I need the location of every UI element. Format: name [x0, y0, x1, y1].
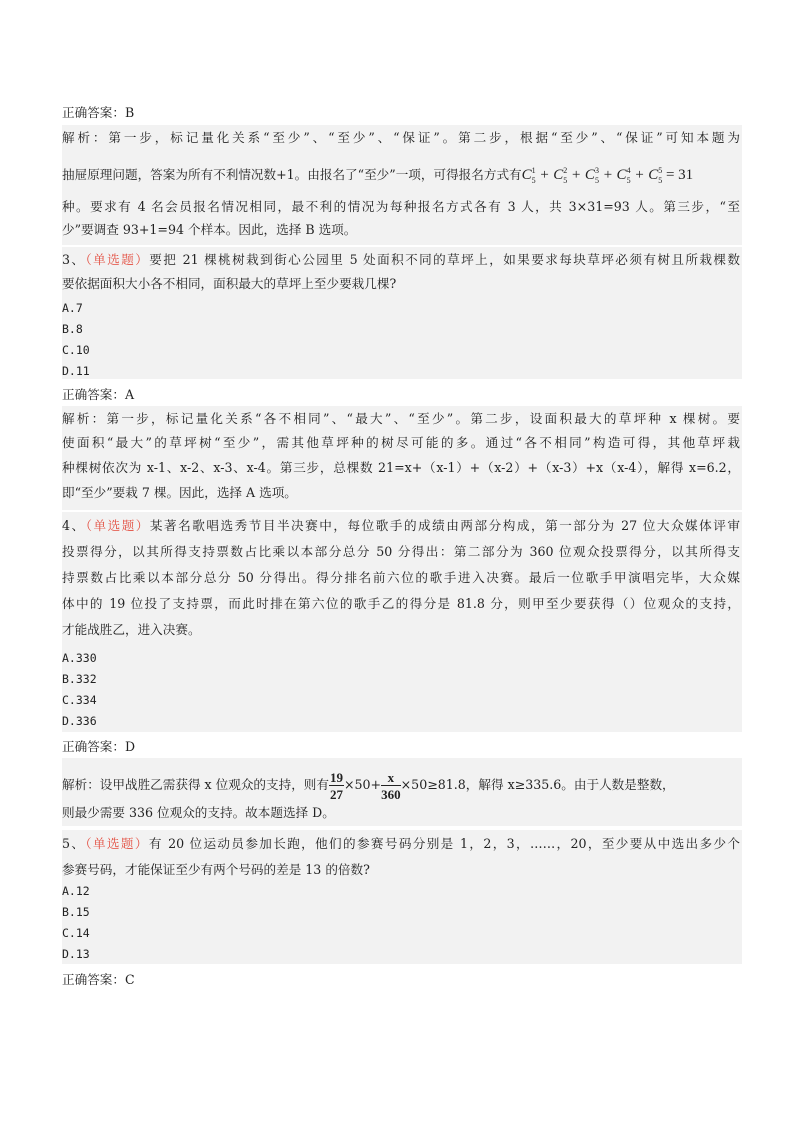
q3-analysis-line: 使面积“最大”的草坪树“至少”，需其他草坪种的树尽可能的多。通过“各不相同”构造可得，其他草坪栽: [62, 435, 740, 450]
q4-stem-line: 才能战胜乙，进入决赛。: [62, 622, 201, 637]
q4-analysis-text: 解析：设甲战胜乙需获得 x 位观众的支持，则有: [62, 777, 329, 792]
fraction-denominator: 27: [329, 786, 343, 802]
q3-type-tag: （单选题）: [85, 252, 150, 267]
q4-stem-line: 投票得分，以其所得支持票数占比乘以本部分总分 50 分得出：第二部分为 360 位观众投票得分，以其所得支: [62, 544, 740, 559]
q4-type-tag: （单选题）: [85, 518, 150, 533]
q3-option-a: A.7: [62, 301, 83, 315]
q4-analysis-text: ×50+: [343, 777, 382, 792]
q5-stem-line: [62, 833, 740, 855]
q3-stem-text: 要把 21 棵桃树栽到街心公园里 5 处面积不同的草坪上，如果要求每块草坪必须有树且所栽棵数: [149, 252, 740, 267]
q4-option-d: D.336: [62, 714, 97, 728]
q5-stem-line: 参赛号码，才能保证至少有两个号码的差是 13 的倍数?: [62, 862, 370, 877]
fraction-numerator: 19: [329, 769, 343, 785]
q3-stem-line: 要依据面积大小各不相同，面积最大的草坪上至少要栽几棵?: [62, 276, 397, 291]
q4-answer: 正确答案：D: [62, 739, 136, 754]
q4-analysis-text: ×50≥81.8，解得 x≥335.6。由于人数是整数，: [400, 777, 675, 792]
q4-stem-line: 体中的 19 位投了支持票，而此时排在第六位的歌手乙的得分是 81.8 分，则甲至少要获得（）位观众的支持，: [62, 596, 740, 611]
q5-option-c: C.14: [62, 926, 90, 940]
q4-option-c: C.334: [62, 693, 97, 707]
q2-analysis-line: 种。要求有 4 名会员报名情况相同，最不利的情况为每种报名方式各有 3 人，共 3×31=93 人。第三步，“至: [62, 199, 740, 214]
fraction-denominator: 360: [381, 786, 401, 802]
q2-analysis-text: 抽屉原理问题，答案为所有不利情况数+1。由报名了“至少”一项，可得报名方式有: [62, 167, 522, 182]
q3-option-c: C.10: [62, 343, 90, 357]
q5-answer: 正确答案：C: [62, 972, 135, 987]
q2-analysis-line: 少”要调查 93+1=94 个样本。因此，选择 B 选项。: [62, 222, 357, 237]
q4-stem-text: 某著名歌唱选秀节目半决赛中，每位歌手的成绩由两部分构成，第一部分为 27 位大众媒体评审: [149, 518, 740, 533]
q5-number: 5、: [62, 836, 86, 851]
fraction-numerator: x: [381, 771, 401, 786]
q4-analysis-line: 则最少需要 336 位观众的支持。故本题选择 D。: [62, 805, 335, 820]
fraction-x-360: [381, 771, 401, 801]
q2-analysis-line: 解析：第一步，标记量化关系“至少”、“至少”、“保证”。第二步，根据“至少”、“保证”可知本题为: [62, 130, 740, 145]
q4-stem-line: 持票数占比乘以本部分总分 50 分得出。得分排名前六位的歌手进入决赛。最后一位歌手甲演唱完毕，大众媒: [62, 570, 740, 585]
q3-answer: 正确答案：A: [62, 387, 135, 402]
q5-option-b: B.15: [62, 905, 90, 919]
q3-option-d: D.11: [62, 364, 90, 378]
q3-analysis-line: 即“至少”要栽 7 棵。因此，选择 A 选项。: [62, 485, 297, 500]
q4-number: 4、: [62, 518, 86, 533]
formula-result: = 31: [665, 167, 694, 183]
q3-number: 3、: [62, 252, 86, 267]
q4-stem-line: [62, 515, 740, 537]
combination-formula: $C^1_5 + C^2_5 + C^3_5 + C^4_5 + C^5_5 = 31$: [521, 166, 694, 185]
q3-analysis-line: 解析：第一步，标记量化关系“各不相同”、“最大”、“至少”。第二步，设面积最大的草坪种 x 棵树。要: [62, 411, 740, 426]
q3-analysis-line: 种棵树依次为 x-1、x-2、x-3、x-4。第三步，总棵数 21=x+（x-1）+（x-2）+（x-3）+x（x-4），解得 x=6.2，: [62, 460, 740, 475]
q5-type-tag: （单选题）: [85, 836, 149, 851]
q4-option-b: B.332: [62, 672, 97, 686]
q2-answer: 正确答案：B: [62, 105, 135, 120]
q3-stem-line: [62, 249, 740, 271]
q4-option-a: A.330: [62, 651, 97, 665]
q5-option-a: A.12: [62, 884, 90, 898]
fraction-19-27: [329, 771, 344, 801]
q3-option-b: B.8: [62, 322, 83, 336]
q2-analysis-line: [62, 160, 693, 192]
q5-stem-text: 有 20 位运动员参加长跑，他们的参赛号码分别是 1，2，3，……，20，至少要从中选出多少个: [148, 836, 740, 851]
q5-option-d: D.13: [62, 947, 90, 961]
